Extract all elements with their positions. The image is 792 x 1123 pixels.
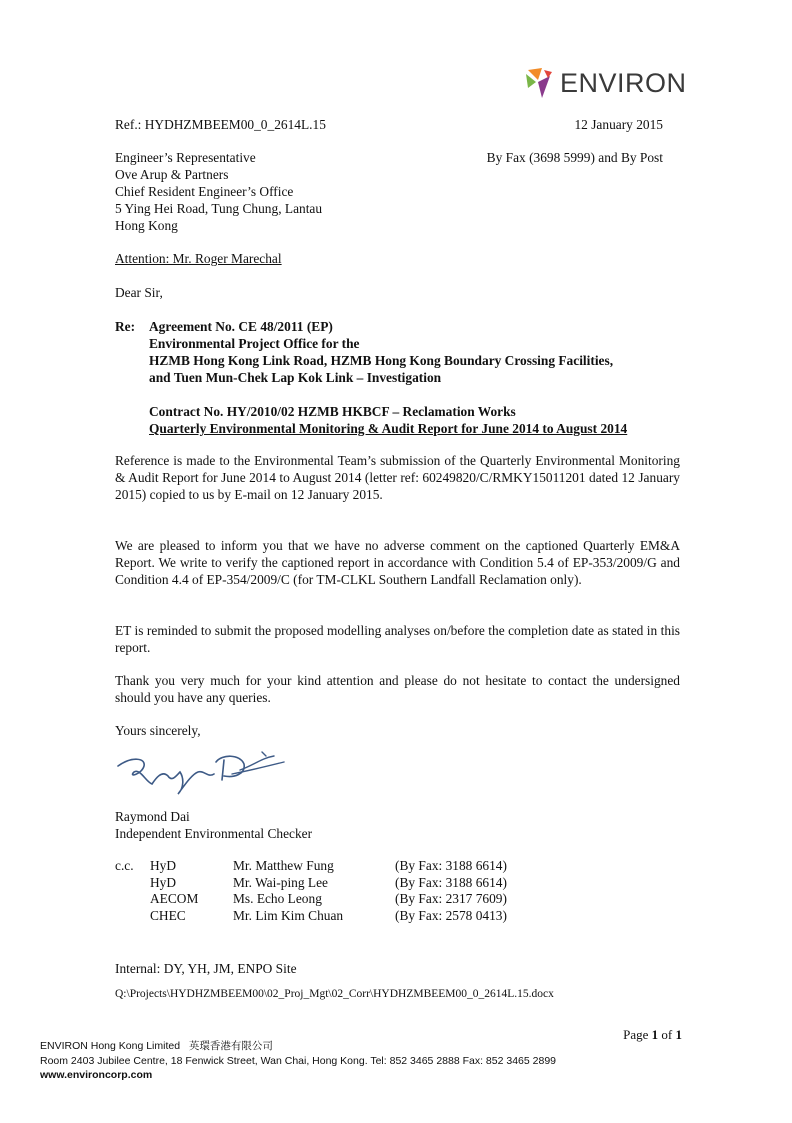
table-row bbox=[115, 908, 507, 925]
page-number bbox=[560, 1027, 682, 1043]
cc-org: HyD bbox=[150, 874, 177, 890]
cc-org: AECOM bbox=[150, 891, 199, 906]
logo-wordmark: ENVIRON bbox=[560, 67, 687, 98]
cc-fax: (By Fax: 3188 6614) bbox=[395, 858, 507, 873]
cc-fax: (By Fax: 2578 0413) bbox=[395, 907, 507, 923]
cc-fax: (By Fax: 2317 7609) bbox=[395, 891, 507, 906]
cc-org: CHEC bbox=[150, 907, 186, 923]
recipient-line: 5 Ying Hei Road, Tung Chung, Lantau bbox=[115, 201, 323, 216]
table-row bbox=[115, 858, 507, 875]
reference-number: Ref.: HYDHZMBEEM00_0_2614L.15 bbox=[115, 117, 326, 132]
internal-distribution: Internal: DY, YH, JM, ENPO Site bbox=[115, 961, 297, 976]
paragraph-reference: Reference is made to the Environmental Team’s submission of the Quarterly Environmental Monitoring & Audit Report for June 2014 to August 2014 (letter ref: 60249820/C/RMKY15011201 dated 12 January 2015) copied to us by E-mail on 12 January 2015. bbox=[115, 453, 680, 502]
footer-website-link[interactable]: www.environcorp.com bbox=[40, 1069, 153, 1081]
letter-date: 12 January 2015 bbox=[574, 117, 663, 132]
signatory bbox=[115, 808, 312, 842]
table-row bbox=[115, 891, 507, 908]
subject-line: Agreement No. CE 48/2011 (EP) bbox=[149, 319, 333, 334]
recipient-line: Hong Kong bbox=[115, 218, 178, 233]
environ-logo-icon bbox=[524, 66, 554, 100]
paragraph-reminder: ET is reminded to submit the proposed modelling analyses on/before the completion date as stated in this report. bbox=[115, 623, 680, 655]
page-prefix: Page bbox=[623, 1027, 652, 1042]
page-total: 1 bbox=[675, 1027, 682, 1042]
recipient-line: Engineer’s Representative bbox=[115, 150, 256, 165]
cc-person: Mr. Matthew Fung bbox=[233, 858, 334, 873]
footer bbox=[40, 1039, 556, 1083]
cc-label: c.c. bbox=[115, 858, 134, 873]
subject-line: Environmental Project Office for the bbox=[149, 336, 360, 351]
subject-line: HZMB Hong Kong Link Road, HZMB Hong Kong Boundary Crossing Facilities, bbox=[149, 353, 614, 368]
handwritten-signature bbox=[112, 748, 292, 798]
cc-person: Ms. Echo Leong bbox=[233, 891, 322, 906]
recipient-line: Chief Resident Engineer’s Office bbox=[115, 184, 294, 199]
re-label: Re: bbox=[115, 319, 136, 334]
signatory-title: Independent Environmental Checker bbox=[115, 826, 313, 841]
footer-company: ENVIRON Hong Kong Limited bbox=[40, 1040, 181, 1052]
paragraph-verification: We are pleased to inform you that we have no adverse comment on the captioned Quarterly EM&A Report. We write to verify the captioned report in accordance with Condition 5.4 of EP-353/2009/G and Condition 4.4 of EP-354/2009/C (for TM-CLKL Southern Landfall Reclamation only). bbox=[115, 538, 680, 587]
page-of: of bbox=[658, 1027, 676, 1042]
cc-list bbox=[115, 858, 507, 924]
page-current: 1 bbox=[651, 1027, 659, 1042]
environ-logo bbox=[524, 66, 687, 100]
closing: Yours sincerely, bbox=[115, 723, 201, 738]
cc-person: Mr. Wai-ping Lee bbox=[233, 874, 328, 890]
cc-fax: (By Fax: 3188 6614) bbox=[395, 874, 507, 890]
delivery-method: By Fax (3698 5999) and By Post bbox=[486, 150, 663, 165]
footer-address: Room 2403 Jubilee Centre, 18 Fenwick Street, Wan Chai, Hong Kong. Tel: 852 3465 2888 Fax: 852 3465 2899 bbox=[40, 1054, 556, 1067]
footer-company-chinese: 英環香港有限公司 bbox=[188, 1040, 273, 1052]
file-path: Q:\Projects\HYDHZMBEEM00\02_Proj_Mgt\02_Corr\HYDHZMBEEM00_0_2614L.15.docx bbox=[115, 988, 554, 1000]
cc-org: HyD bbox=[150, 858, 177, 873]
signatory-name: Raymond Dai bbox=[115, 809, 190, 824]
salutation: Dear Sir, bbox=[115, 285, 163, 300]
recipient-line: Ove Arup & Partners bbox=[115, 167, 229, 182]
subject-block bbox=[149, 318, 627, 437]
subject-line: and Tuen Mun-Chek Lap Kok Link – Investigation bbox=[149, 370, 442, 385]
attention-line: Attention: Mr. Roger Marechal bbox=[115, 251, 282, 266]
report-title-line: Quarterly Environmental Monitoring & Audit Report for June 2014 to August 2014 bbox=[149, 421, 628, 436]
recipient-address bbox=[115, 149, 322, 234]
table-row bbox=[115, 875, 507, 892]
paragraph-thanks: Thank you very much for your kind attention and please do not hesitate to contact the undersigned should you have any queries. bbox=[115, 673, 680, 705]
cc-person: Mr. Lim Kim Chuan bbox=[233, 907, 344, 923]
contract-line: Contract No. HY/2010/02 HZMB HKBCF – Reclamation Works bbox=[149, 404, 516, 419]
